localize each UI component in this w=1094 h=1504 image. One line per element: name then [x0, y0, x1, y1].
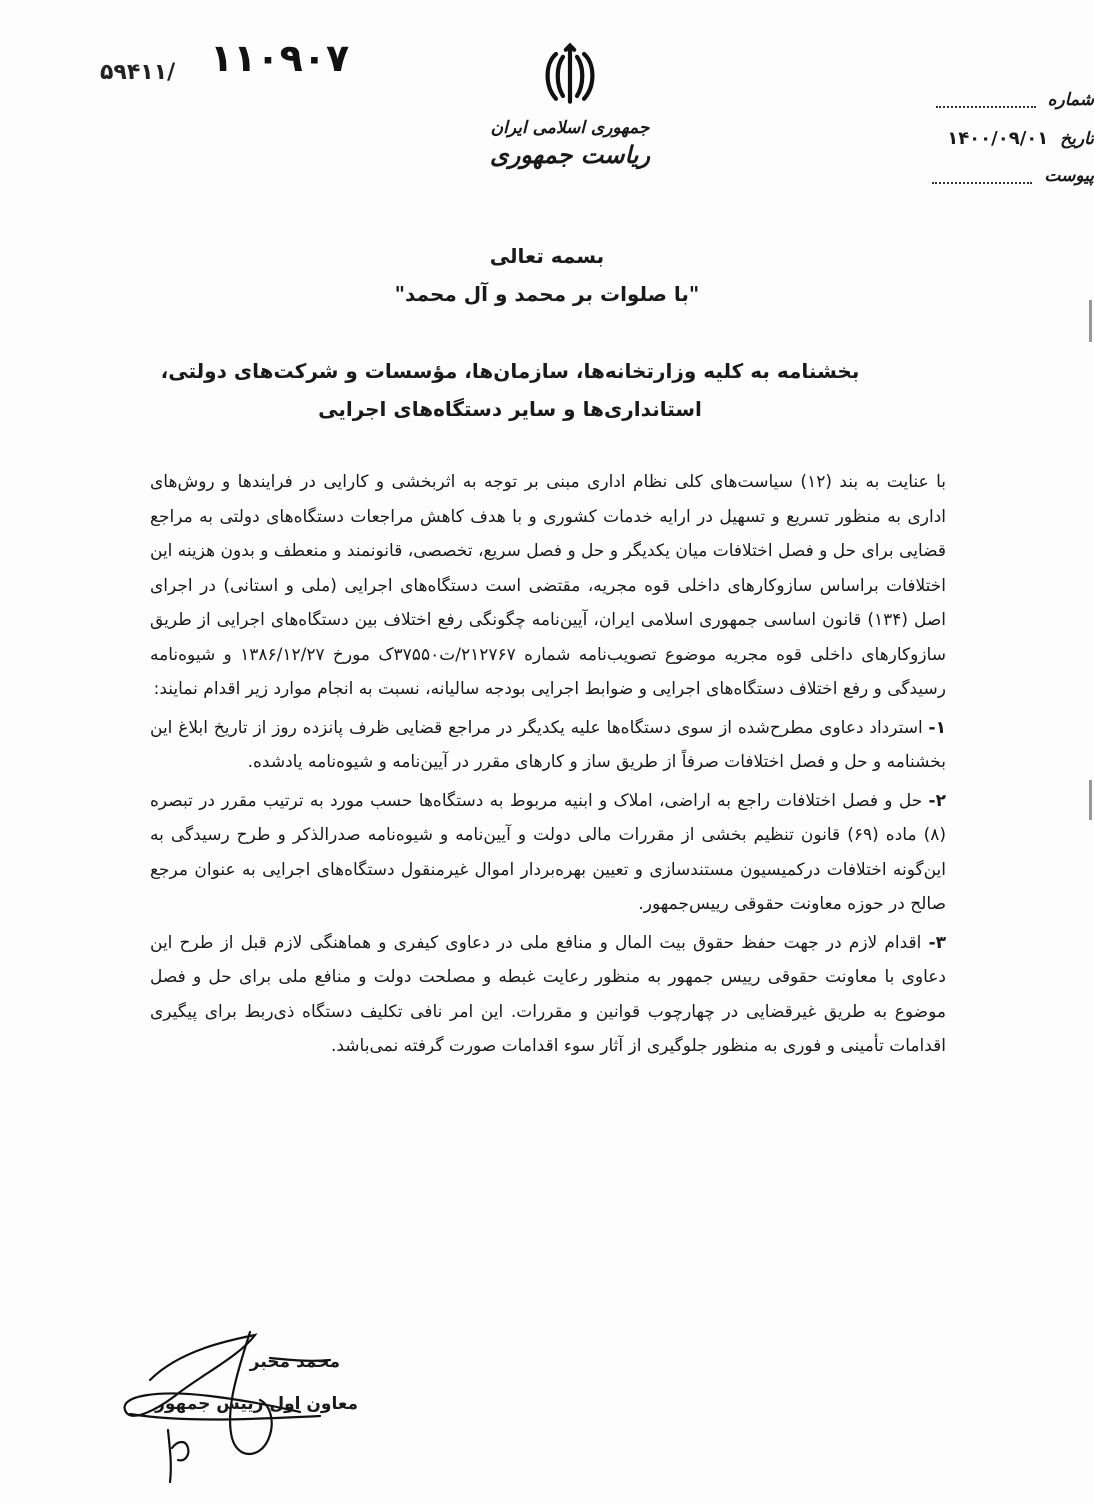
invocation-heading: بسمه تعالی — [489, 244, 605, 268]
item-text: استرداد دعاوی مطرح‌شده از سوی دستگاه‌ها علیه یکدیگر در مراجع قضایی ظرف پانزده روز از تاریخ ابلاغ این بخشنامه و حل و فصل اختلافات صرفاً از طریق ساز و کارهای مقرر در آیین‌نامه و شیوه‌نامه یادشده. — [150, 717, 946, 772]
signatory-title: معاون اول رییس جمهور — [155, 1394, 358, 1414]
attachment-dots — [932, 168, 1032, 184]
serial-numbers — [70, 36, 350, 86]
number-row — [894, 90, 1094, 118]
body-item-3 — [150, 926, 946, 1064]
signature-block — [120, 1330, 380, 1490]
item-number: ۱- — [928, 717, 946, 738]
date-row — [894, 128, 1094, 156]
attachment-row — [894, 166, 1094, 194]
item-number: ۳- — [928, 932, 947, 953]
signatory-name: محمد مخبر — [249, 1352, 340, 1372]
scan-edge-mark — [1089, 780, 1092, 820]
recipients-address — [150, 352, 870, 428]
item-number: ۲- — [928, 790, 946, 811]
address-line-2: استانداری‌ها و سایر دستگاه‌های اجرایی — [318, 397, 702, 421]
number-dots — [936, 92, 1036, 108]
letterhead — [470, 40, 670, 190]
body-intro: با عنایت به بند (۱۲) سیاست‌های کلی نظام اداری مبنی بر توجه به اثربخشی و کارایی در فرایندها و روش‌های اداری به منظور تسریع و تسهیل در ارایه خدمات کشوری و با هدف کاهش مراجعات دستگاه‌های دولتی به مراجع قضایی برای حل و فصل اختلافات میان یکدیگر و حل و فصل سریع، تخصصی، قانونمند و منعطف و بدون هزینه این اختلافات براساس سازوکارهای داخلی قوه مجریه، مقتضی است دستگاه‌های اجرایی (ملی و استانی) در اجرای اصل (۱۳۴) قانون اساسی جمهوری اسلامی ایران، آیین‌نامه چگونگی رفع اختلاف بین دستگاه‌های اجرایی از طریق سازوکارهای داخلی قوه مجریه موضوع تصویب‌نامه شماره ۲۱۲۷۶۷/ت۳۷۵۵۰ک مورخ ۱۳۸۶/۱۲/۲۷ و شیوه‌نامه رسیدگی و رفع اختلاف دستگاه‌های اجرایی و ضوابط اجرایی بودجه سالیانه، نسبت به انجام موارد زیر اقدام نمایند: — [150, 472, 947, 699]
date-value: ۱۴۰۰/۰۹/۰۱ — [947, 128, 1049, 149]
salutation-heading: "با صلوات بر محمد و آل محمد" — [394, 282, 700, 306]
item-text: حل و فصل اختلافات راجع به اراضی، املاک و ابنیه مربوط به دستگاه‌ها حسب مورد به ترتیب مقرر در تبصره (۸) ماده (۶۹) قانون تنظیم بخشی از مقررات مالی دولت و آیین‌نامه و شیوه‌نامه صدرالذکر و طرح رسیدگی به این‌گونه اختلافات درکمیسیون مستندسازی و تعیین بهره‌بردار اموال غیرمنقول دستگاه‌های اجرایی به عنوان مرجع صالح در حوزه معاونت حقوقی رییس‌جمهور. — [150, 790, 946, 914]
scan-edge-mark — [1089, 300, 1092, 342]
attachment-label: پیوست — [1044, 166, 1094, 186]
body-item-1 — [150, 711, 946, 780]
letterhead-country: جمهوری اسلامی ایران — [490, 118, 650, 138]
letter-body — [150, 465, 946, 1068]
address-line-1: بخشنامه به کلیه وزارتخانه‌ها، سازمان‌ها، مؤسسات و شرکت‌های دولتی، — [160, 359, 860, 383]
serial-number-large: ۱۱۰۹۰۷ — [210, 36, 350, 80]
item-text: اقدام لازم در جهت حفظ حقوق بیت المال و منافع ملی در دعاوی کیفری و هماهنگی لازم قبل از طرح این دعاوی با معاونت حقوقی رییس جمهور به منظور رعایت غبطه و مصلحت دولت و منافع ملی برای حل و فصل موضوع به طریق غیرقضایی در چهارچوب قوانین و مقررات. این امر نافی تکلیف دستگاه ذی‌ربط برای پیگیری اقدامات تأمینی و فوری به منظور جلوگیری از آثار سوء اقدامات صورت گرفته نمی‌باشد. — [150, 932, 946, 1056]
letterhead-office: ریاست جمهوری — [489, 140, 651, 169]
iran-emblem-icon — [535, 40, 605, 110]
serial-number-small: ۵۹۴۱۱/ — [100, 60, 176, 85]
number-label: شماره — [1047, 90, 1094, 110]
body-item-2 — [150, 784, 946, 922]
date-label: تاریخ — [1060, 129, 1094, 149]
